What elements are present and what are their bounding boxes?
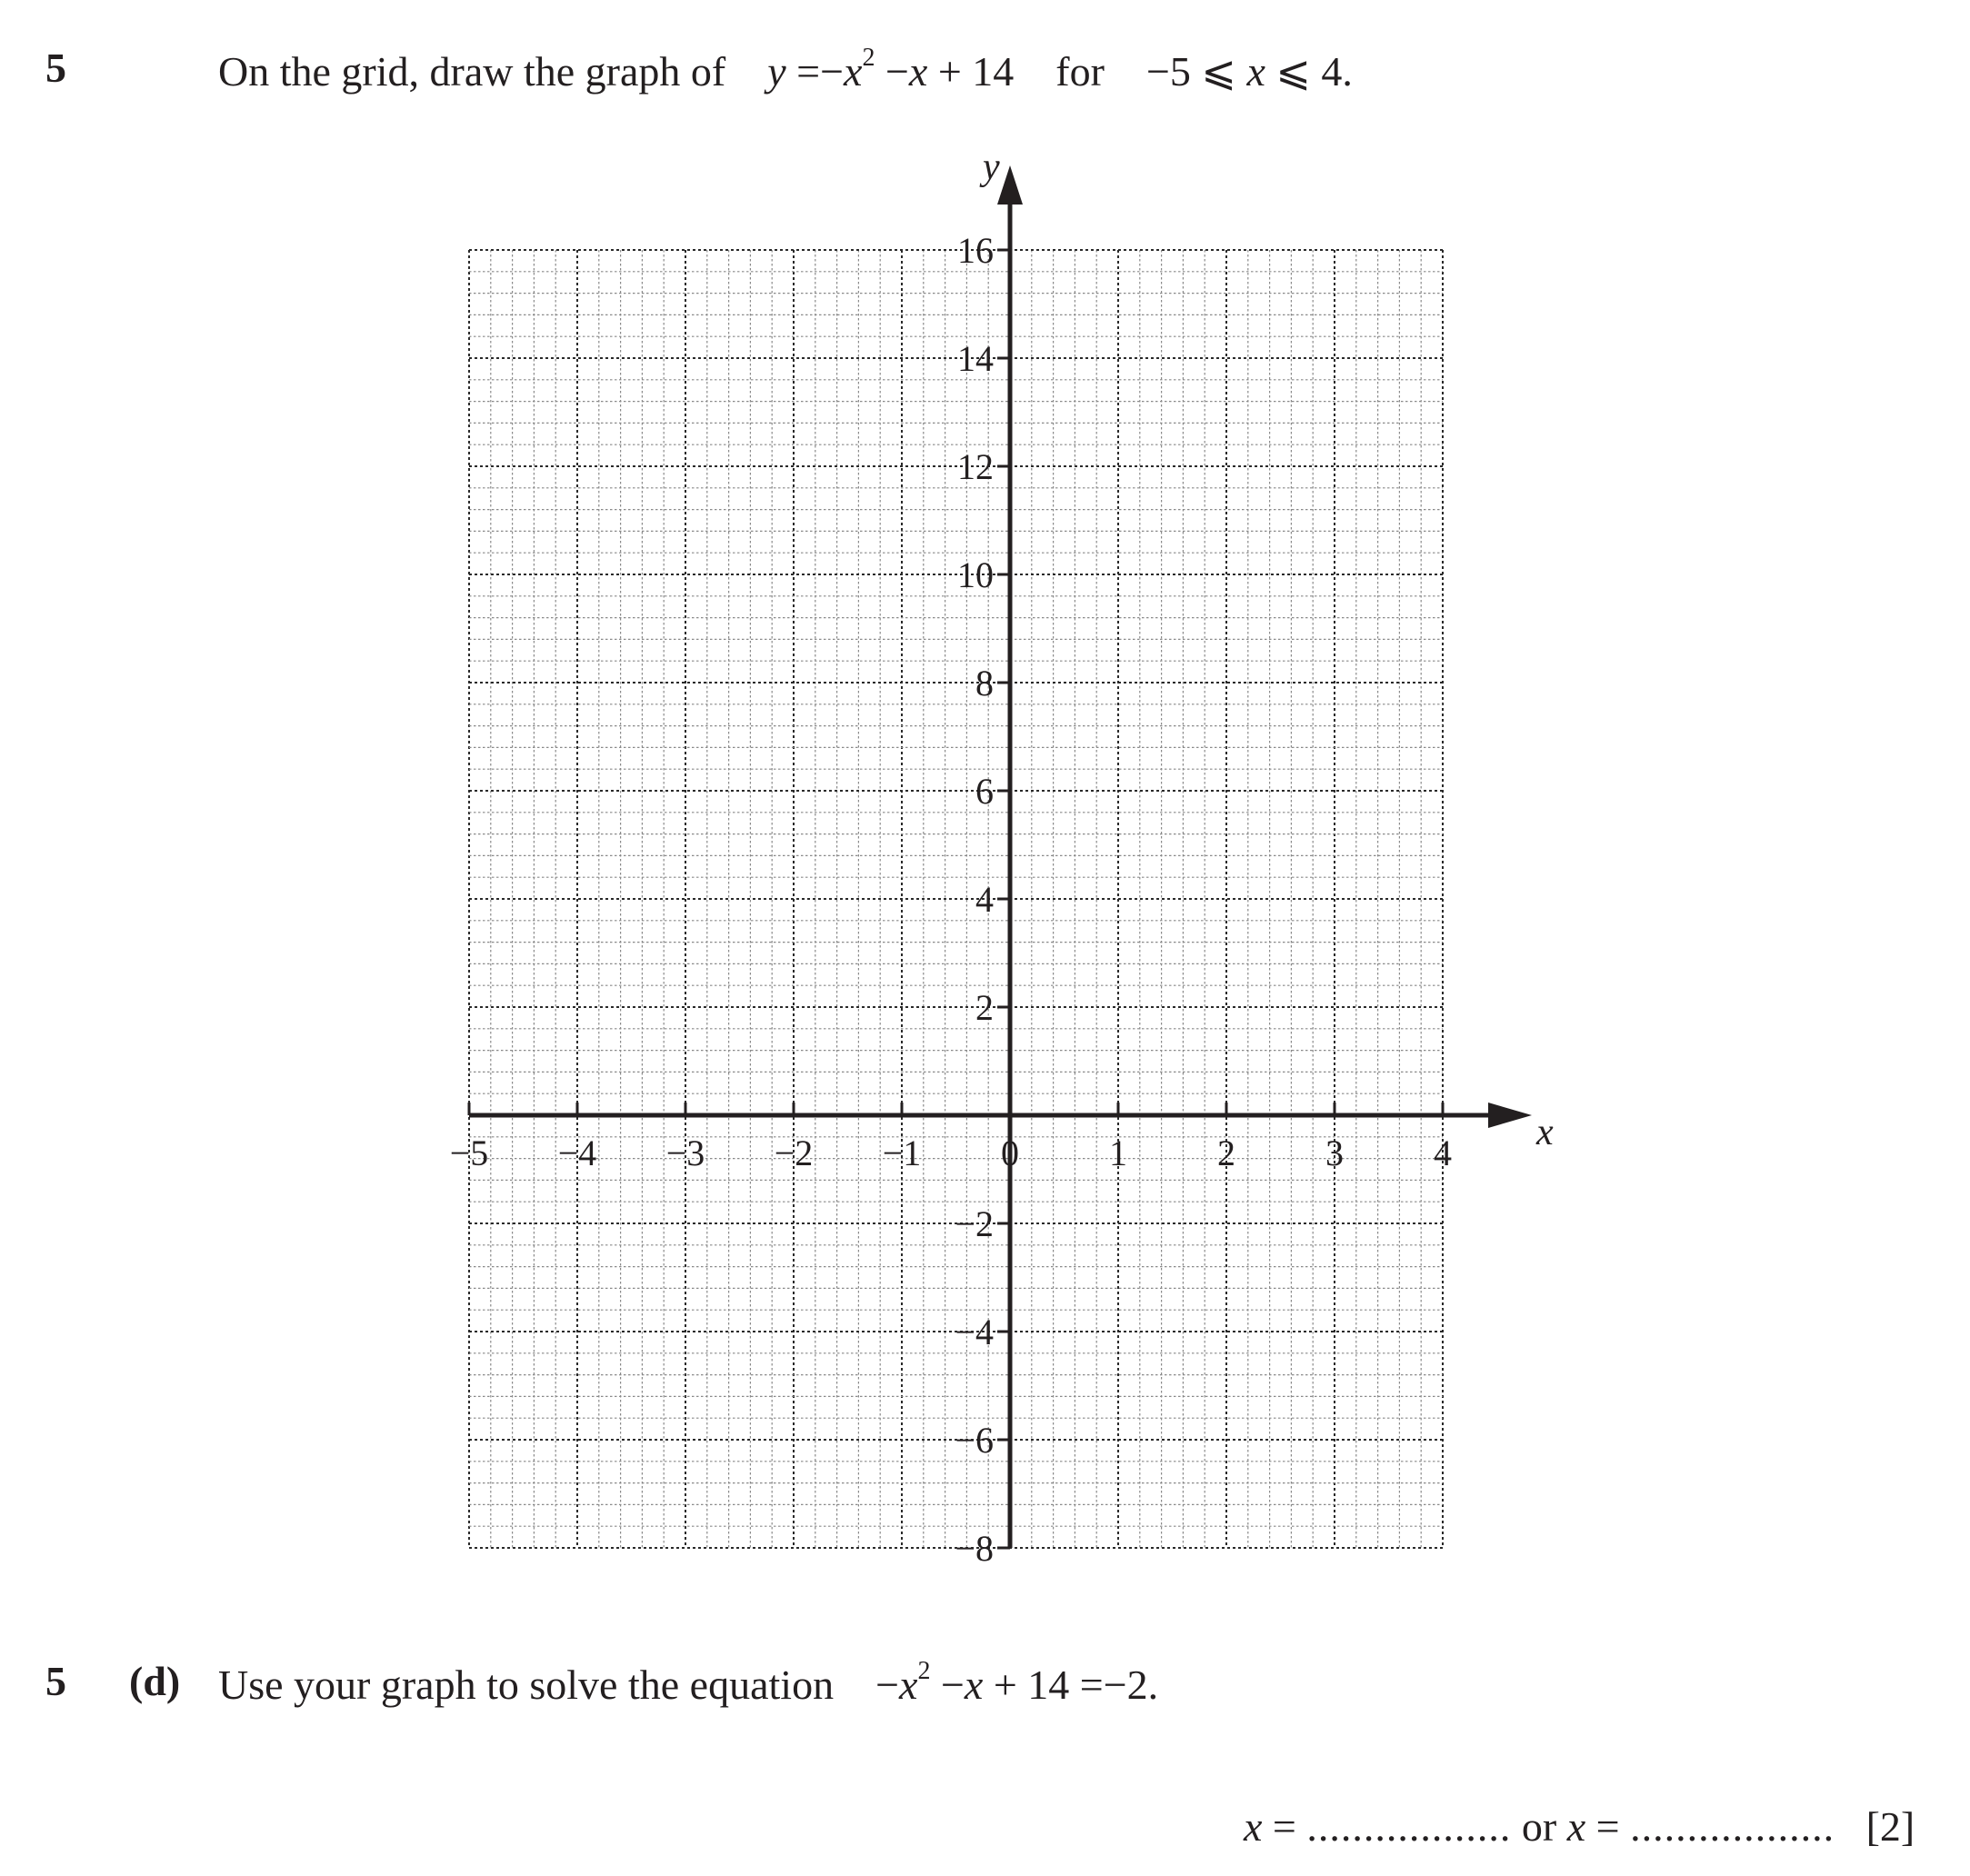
- y-tick-label: −8: [955, 1528, 994, 1569]
- answer-line: [1244, 1802, 1915, 1851]
- pd-x: x: [899, 1661, 918, 1708]
- pd-rest: + 14 =−2.: [983, 1661, 1159, 1708]
- eq-minus: −: [875, 48, 909, 95]
- part-d-label: [129, 1657, 180, 1705]
- pd-minus: −: [875, 1661, 900, 1708]
- question-number: 5: [45, 45, 66, 91]
- y-tick-label: 12: [957, 446, 994, 487]
- x-tick-label: 4: [1434, 1133, 1452, 1173]
- pd-x2: x: [964, 1661, 984, 1708]
- marks-label: [2]: [1865, 1803, 1915, 1850]
- part-d-equation: [875, 1657, 1159, 1708]
- y-tick-label: 10: [957, 554, 994, 595]
- part-d-text: [218, 1657, 1158, 1709]
- answer-eq1: =: [1262, 1803, 1307, 1850]
- y-tick-label: −4: [955, 1312, 994, 1352]
- eq-equals: =−: [785, 48, 845, 95]
- x-tick-label: −4: [557, 1133, 597, 1173]
- answer-x2-label: x: [1566, 1803, 1586, 1850]
- y-tick-label: 2: [975, 987, 994, 1028]
- part-d-instruction: Use your graph to solve the equation: [218, 1661, 835, 1708]
- answer-field-2[interactable]: ..................: [1630, 1803, 1835, 1850]
- eq-x2: x: [908, 48, 928, 95]
- y-tick-label: 16: [957, 230, 994, 271]
- answer-field-1[interactable]: ..................: [1306, 1803, 1512, 1850]
- range-post: ⩽ 4.: [1265, 48, 1353, 95]
- x-tick-label: −5: [449, 1133, 489, 1173]
- answer-x1-label: x: [1244, 1803, 1263, 1850]
- y-axis-label: y: [983, 146, 1000, 188]
- answer-or: or: [1511, 1803, 1567, 1850]
- y-tick-label: 14: [957, 338, 994, 379]
- eq-y: y: [767, 48, 786, 95]
- y-tick-label: 6: [975, 771, 994, 812]
- x-tick-label: −1: [882, 1133, 922, 1173]
- range-pre: −5 ⩽: [1145, 48, 1247, 95]
- pd-minus2: −: [930, 1661, 965, 1708]
- x-tick-label: 0: [1001, 1133, 1019, 1173]
- y-tick-label: −6: [955, 1420, 994, 1461]
- x-axis-label: x: [1536, 1112, 1554, 1153]
- pd-exponent: 2: [917, 1657, 931, 1685]
- x-tick-label: −2: [774, 1133, 814, 1173]
- x-tick-label: −3: [665, 1133, 705, 1173]
- question-prefix: On the grid, draw the graph of: [218, 48, 726, 95]
- y-axis-arrow: [997, 165, 1023, 205]
- eq-x: x: [844, 48, 863, 95]
- x-tick-label: 2: [1217, 1133, 1235, 1173]
- for-word: for: [1055, 48, 1105, 95]
- x-tick-label: 3: [1325, 1133, 1344, 1173]
- part-d-number: 5: [45, 1658, 66, 1704]
- eq-exponent: 2: [862, 44, 875, 72]
- part-label: (d): [129, 1658, 181, 1704]
- y-tick-label: −2: [955, 1203, 994, 1244]
- y-tick-label: 8: [975, 663, 994, 704]
- eq-plus: + 14: [927, 48, 1015, 95]
- x-axis-arrow: [1488, 1103, 1532, 1128]
- answer-eq2: =: [1585, 1803, 1631, 1850]
- y-tick-label: 4: [975, 879, 994, 920]
- x-tick-label: 1: [1109, 1133, 1127, 1173]
- range-x: x: [1246, 48, 1265, 95]
